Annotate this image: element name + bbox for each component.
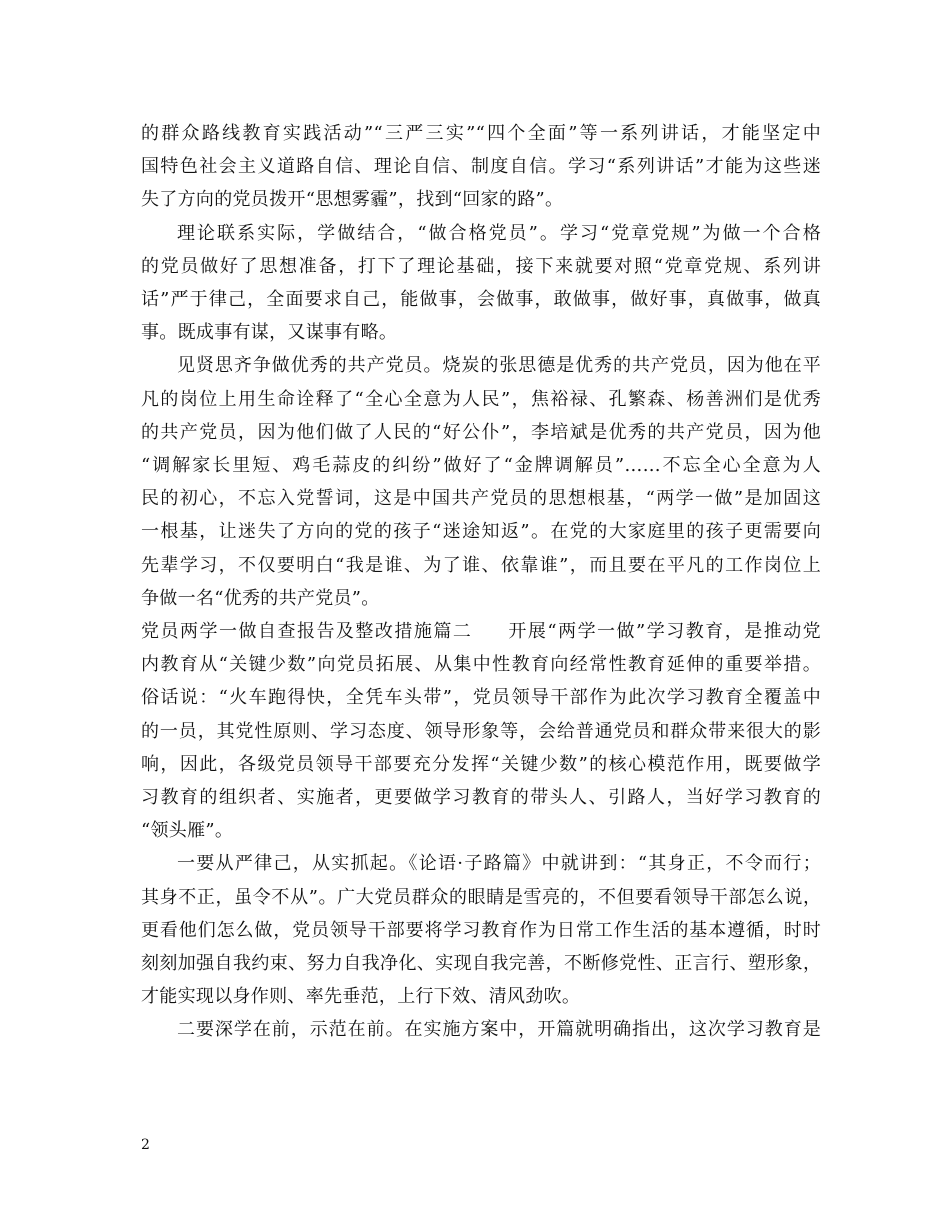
text-line: 的一员，其党性原则、学习态度、领导形象等，会给普通党员和群众带来很大的影	[141, 720, 821, 742]
page-number: 2	[141, 1137, 150, 1153]
text-line: 先辈学习，不仅要明白“我是谁、为了谁、依靠谁”，而且要在平凡的工作岗位上	[141, 554, 821, 576]
text-line: 一根基，让迷失了方向的党的孩子“迷途知返”。在党的大家庭里的孩子更需要向	[141, 521, 821, 543]
text-line: 话”严于律己，全面要求自己，能做事，会做事，敢做事，做好事，真做事，做真	[141, 289, 821, 311]
text-line: 事。既成事有谋，又谋事有略。	[141, 322, 398, 344]
text-line: 刻刻加强自我约束、努力自我净化、实现自我完善，不断修党性、正言行、塑形象，	[141, 953, 821, 975]
text-line: 凡的岗位上用生命诠释了“全心全意为人民”，焦裕禄、孔繁森、杨善洲们是优秀	[141, 388, 821, 410]
text-line: 俗话说：“火车跑得快，全凭车头带”，党员领导干部作为此次学习教育全覆盖中	[141, 687, 821, 709]
text-line: 争做一名“优秀的共产党员”。	[141, 587, 380, 609]
heading-line-text: 开展“两学一做”学习教育，是推动党	[508, 621, 821, 643]
paragraph-first-line: 见贤思齐争做优秀的共产党员。烧炭的张思德是优秀的共产党员，因为他在平	[177, 355, 821, 377]
document-body	[141, 117, 821, 1047]
text-line: 的群众路线教育实践活动”“三严三实”“四个全面”等一系列讲话，才能坚定中	[141, 123, 821, 144]
text-line: 更看他们怎么做，党员领导干部要将学习教育作为日常工作生活的基本遵循，时时	[141, 919, 821, 941]
paragraph-first-line: 理论联系实际，学做结合，“做合格党员”。学习“党章党规”为做一个合格	[177, 222, 821, 244]
paragraph-first-line: 二要深学在前，示范在前。在实施方案中，开篇就明确指出，这次学习教育是	[177, 1019, 821, 1041]
text-line: 的党员做好了思想准备，打下了理论基础，接下来就要对照“党章党规、系列讲	[141, 255, 821, 277]
section-heading: 党员两学一做自查报告及整改措施篇二	[141, 621, 473, 643]
section-heading-line	[141, 615, 821, 648]
text-line: 内教育从“关键少数”向党员拓展、从集中性教育向经常性教育延伸的重要举措。	[141, 654, 821, 676]
text-line: 响，因此，各级党员领导干部要充分发挥“关键少数”的核心模范作用，既要做学	[141, 753, 821, 775]
text-line: “调解家长里短、鸡毛蒜皮的纠纷”做好了“金牌调解员”……不忘全心全意为人	[141, 455, 821, 477]
paragraph-first-line: 一要从严律己，从实抓起。《论语·子路篇》中就讲到：“其身正，不令而行；	[177, 853, 821, 875]
text-line: 的共产党员，因为他们做了人民的“好公仆”，李培斌是优秀的共产党员，因为他	[141, 421, 821, 443]
text-line: 国特色社会主义道路自信、理论自信、制度自信。学习“系列讲话”才能为这些迷	[141, 156, 821, 178]
text-line: 民的初心，不忘入党誓词，这是中国共产党员的思想根基，“两学一做”是加固这	[141, 488, 821, 510]
text-line: 其身不正，虽令不从”。广大党员群众的眼睛是雪亮的，不但要看领导干部怎么说，	[141, 886, 821, 908]
text-line: 习教育的组织者、实施者，更要做学习教育的带头人、引路人，当好学习教育的	[141, 787, 821, 809]
text-line: “领头雁”。	[141, 820, 234, 842]
text-line: 才能实现以身作则、率先垂范，上行下效、清风劲吹。	[141, 986, 581, 1008]
text-line: 失了方向的党员拨开“思想雾霾”，找到“回家的路”。	[141, 189, 564, 211]
